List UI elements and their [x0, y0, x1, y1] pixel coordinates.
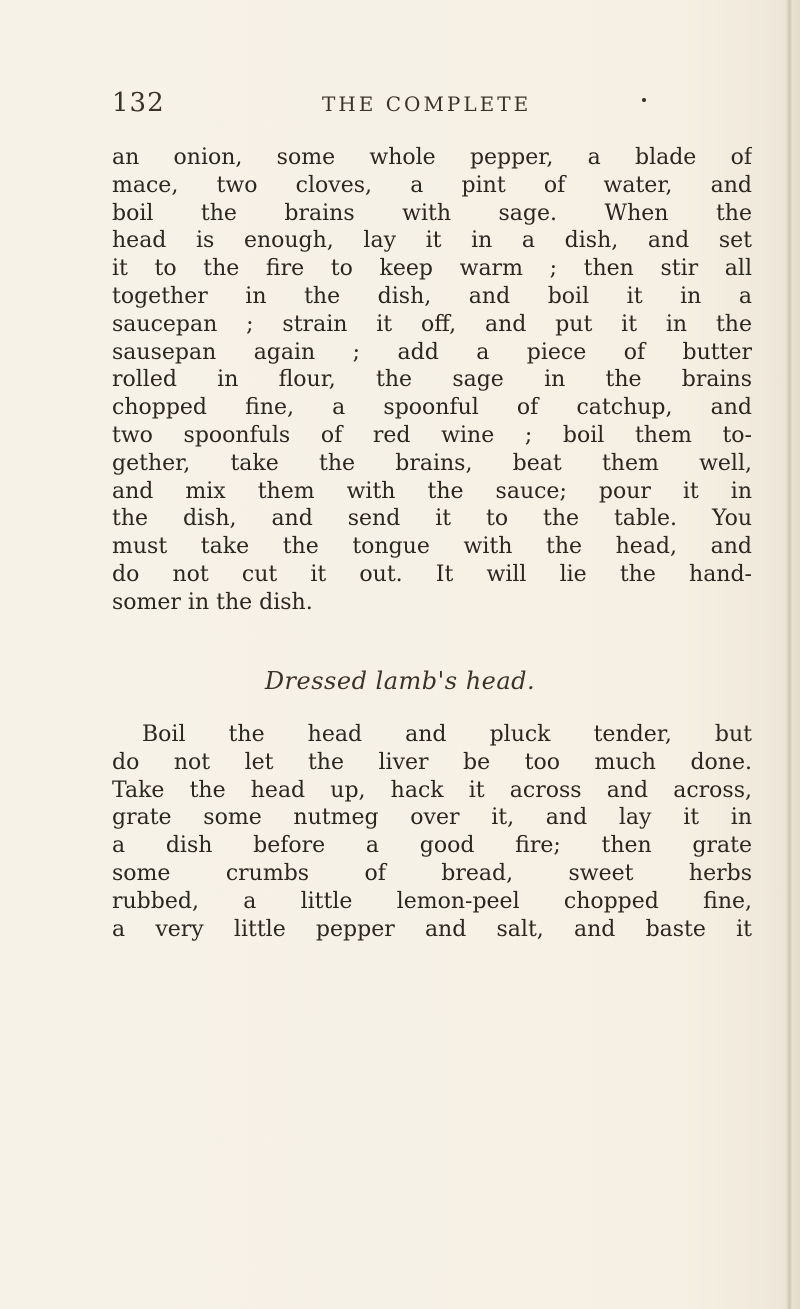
page-number: 132 — [112, 88, 165, 118]
header-dot — [642, 98, 646, 102]
text-line: Take the head up, hack it across and across, — [112, 777, 752, 803]
text-line: sausepan again ; add a piece of butter — [112, 339, 752, 365]
text-line: it to the fire to keep warm ; then stir all — [112, 256, 752, 282]
text-line: gether, take the brains, beat them well, — [112, 450, 752, 476]
text-line: must take the tongue with the head, and — [112, 534, 752, 560]
section-heading: Dressed lamb's head. — [264, 667, 536, 695]
text-line: head is enough, lay it in a dish, and set — [112, 228, 752, 254]
text-line: rubbed, a little lemon-peel chopped fine, — [112, 888, 752, 914]
paragraph-recipe — [112, 721, 752, 943]
text-line: grate some nutmeg over it, and lay it in — [112, 805, 752, 831]
page-edge-shadow — [786, 0, 792, 1309]
text-line: and mix them with the sauce; pour it in — [112, 478, 752, 504]
text-line: do not let the liver be too much done. — [112, 749, 752, 775]
page-header — [112, 88, 712, 124]
text-line: do not cut it out. It will lie the hand- — [112, 561, 752, 587]
text-line: some crumbs of bread, sweet herbs — [112, 860, 752, 886]
text-line: somer in the dish. — [112, 589, 313, 615]
text-line: mace, two cloves, a pint of water, and — [112, 172, 752, 198]
text-line: Boil the head and pluck tender, but — [142, 722, 752, 747]
running-head: THE COMPLETE — [322, 92, 532, 116]
text-line: saucepan ; strain it off, and put it in the — [112, 311, 752, 337]
text-line: a very little pepper and salt, and baste it — [112, 916, 752, 942]
text-line: two spoonfuls of red wine ; boil them to- — [112, 422, 752, 448]
text-line: the dish, and send it to the table. You — [112, 506, 752, 532]
paragraph-continued — [112, 144, 752, 617]
text-line: rolled in flour, the sage in the brains — [112, 367, 752, 393]
text-line: together in the dish, and boil it in a — [112, 283, 752, 309]
text-line: an onion, some whole pepper, a blade of — [112, 145, 752, 170]
text-line: chopped fine, a spoonful of catchup, and — [112, 395, 752, 421]
text-line: boil the brains with sage. When the — [112, 200, 752, 226]
text-line: a dish before a good fire; then grate — [112, 833, 752, 859]
